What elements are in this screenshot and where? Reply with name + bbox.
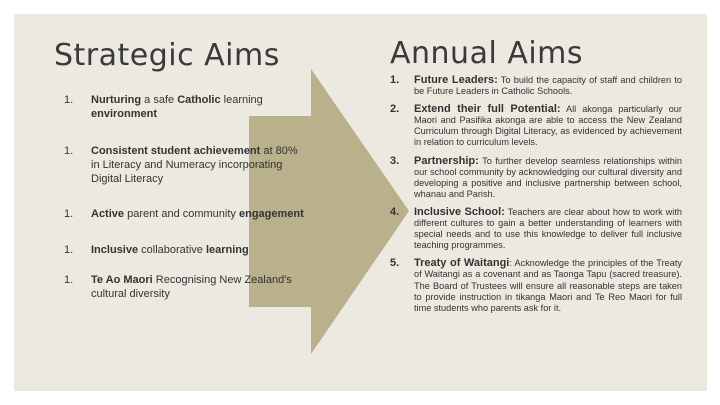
- item-number: 1.: [64, 94, 74, 106]
- item-number: 1.: [390, 74, 400, 86]
- item-number: 4.: [390, 205, 400, 218]
- item-number: 1.: [64, 145, 74, 157]
- annual-aims-title: Annual Aims: [390, 36, 584, 71]
- item-number: 1.: [64, 244, 74, 256]
- item-number: 3.: [390, 154, 400, 167]
- strategic-aims-title: Strategic Aims: [54, 38, 280, 73]
- annual-aim-item: 5. Treaty of Waitangi: Acknowledge the principles of the Treaty of Waitangi as a covenant and as Taonga Tapu (sacred treasure). The Board of Trustees will ensure all reasonable steps are taken to provide instruction in tikanga Maori and Te Reo Maori for full time students who parents ask for it.: [390, 257, 682, 313]
- item-number: 5.: [390, 257, 400, 270]
- annual-aim-item: 4. Inclusive School: Teachers are clear about how to work with different cultures to gain a better understanding of learners with special needs and to use this knowledge to deliver full inclusive teaching programmes.: [390, 205, 683, 251]
- item-number: 2.: [390, 103, 400, 116]
- item-number: 1.: [64, 208, 74, 220]
- annual-aim-item: 2. Extend their full Potential: All akonga particularly our Maori and Pasifika akonga are able to access the New Zealand Curriculum through Digital Literacy, as evidenced by achievement in relation to curriculum levels.: [390, 103, 682, 148]
- strategic-aim-item: 1. Active parent and community engagement: [64, 208, 304, 220]
- annual-aims-panel: [390, 36, 682, 314]
- annual-aim-item: 1. Future Leaders: To build the capacity of staff and children to be Future Leaders in Catholic Schools.: [390, 74, 682, 97]
- strategic-aim-item: 1. Inclusive collaborative learning: [64, 244, 249, 256]
- strategic-aim-item: 1. Nurturing a safe Catholic learning environment: [64, 94, 263, 120]
- strategic-aim-item: 1. Te Ao Maori Recognising New Zealand's cultural diversity: [64, 274, 292, 300]
- strategic-aim-item: 1. Consistent student achievement at 80% in Literacy and Numeracy incorporating Digital Literacy: [64, 145, 298, 185]
- annual-aim-item: 3. Partnership: To further develop seamless relationships within our school community by acknowledging our cultural diversity and developing a positive and inclusive partnership between school, whanau and Parish.: [390, 154, 682, 199]
- annual-aims-list: [390, 75, 682, 314]
- strategic-aims-list: [54, 93, 304, 301]
- item-number: 1.: [64, 274, 74, 286]
- strategic-aims-panel: [54, 38, 304, 301]
